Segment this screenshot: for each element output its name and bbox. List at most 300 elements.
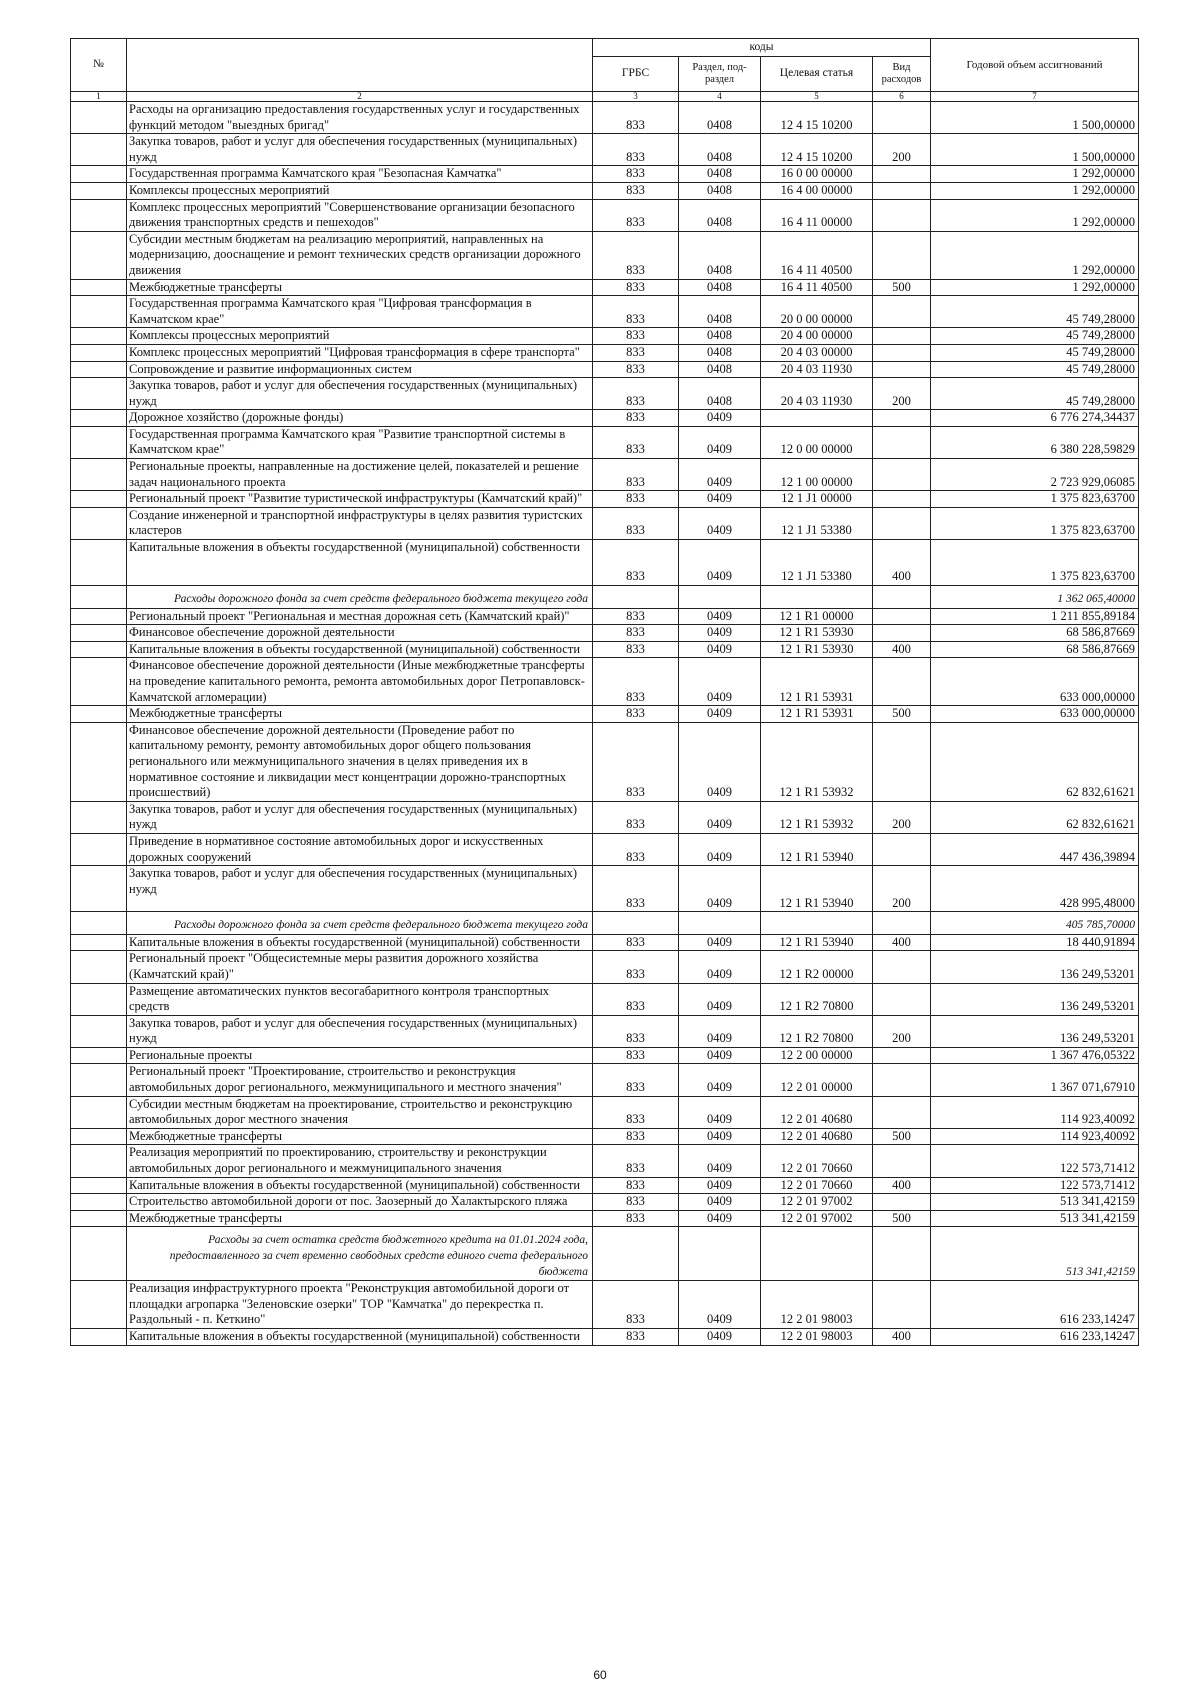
row-amount-cell: 45 749,28000: [931, 296, 1139, 328]
row-name-cell: Приведение в нормативное состояние автомобильных дорог и искусственных дорожных сооружений: [127, 833, 593, 865]
row-number-cell: [71, 1227, 127, 1281]
row-target-cell: 12 1 R1 53940: [761, 866, 873, 912]
row-amount-cell: 447 436,39894: [931, 833, 1139, 865]
row-vid-cell: 500: [873, 1128, 931, 1145]
row-number-cell: [71, 1015, 127, 1047]
row-number-cell: [71, 608, 127, 625]
row-amount-cell: 6 380 228,59829: [931, 426, 1139, 458]
table-row: [71, 102, 1139, 134]
row-amount-cell: 616 233,14247: [931, 1281, 1139, 1329]
table-row: [71, 1177, 1139, 1194]
row-grbs-cell: 833: [593, 134, 679, 166]
header-target: Целевая статья: [761, 57, 873, 92]
row-name-cell: Комплекс процессных мероприятий "Совершенствование организации безопасного движения транспортных средств и пешеходов": [127, 199, 593, 231]
table-row: [71, 934, 1139, 951]
row-vid-cell: [873, 1096, 931, 1128]
row-amount-cell: 1 500,00000: [931, 102, 1139, 134]
row-number-cell: [71, 459, 127, 491]
row-name-cell: Закупка товаров, работ и услуг для обеспечения государственных (муниципальных) нужд: [127, 801, 593, 833]
page-number: 60: [593, 1668, 607, 1682]
row-amount-cell: 513 341,42159: [931, 1227, 1139, 1281]
row-section-cell: 0409: [679, 658, 761, 706]
header-amount: Годовой объем ассигнований: [931, 39, 1139, 92]
row-grbs-cell: 833: [593, 540, 679, 586]
row-name-cell: Комплексы процессных мероприятий: [127, 328, 593, 345]
row-amount-cell: 1 375 823,63700: [931, 540, 1139, 586]
row-vid-cell: [873, 491, 931, 508]
table-row-note: [71, 586, 1139, 609]
row-grbs-cell: 833: [593, 641, 679, 658]
table-row: [71, 328, 1139, 345]
row-grbs-cell: 833: [593, 1096, 679, 1128]
table-row: [71, 378, 1139, 410]
row-vid-cell: [873, 344, 931, 361]
row-target-cell: 12 1 R1 53931: [761, 658, 873, 706]
row-number-cell: [71, 722, 127, 801]
row-vid-cell: [873, 459, 931, 491]
row-vid-cell: [873, 410, 931, 427]
row-grbs-cell: 833: [593, 410, 679, 427]
row-target-cell: 12 2 00 00000: [761, 1047, 873, 1064]
row-section-cell: 0409: [679, 866, 761, 912]
row-target-cell: 12 0 00 00000: [761, 426, 873, 458]
table-row: [71, 866, 1139, 912]
row-amount-cell: 68 586,87669: [931, 641, 1139, 658]
row-grbs-cell: [593, 912, 679, 935]
row-name-cell: Закупка товаров, работ и услуг для обеспечения государственных (муниципальных) нужд: [127, 134, 593, 166]
row-section-cell: 0409: [679, 1281, 761, 1329]
table-row: [71, 1128, 1139, 1145]
row-amount-cell: 114 923,40092: [931, 1128, 1139, 1145]
row-amount-cell: 68 586,87669: [931, 625, 1139, 642]
row-section-cell: 0409: [679, 1194, 761, 1211]
row-amount-cell: 2 723 929,06085: [931, 459, 1139, 491]
row-grbs-cell: 833: [593, 1047, 679, 1064]
row-section-cell: 0408: [679, 199, 761, 231]
row-name-cell: Расходы дорожного фонда за счет средств федерального бюджета текущего года: [127, 586, 593, 609]
table-row: [71, 833, 1139, 865]
row-section-cell: 0408: [679, 102, 761, 134]
table-row: [71, 182, 1139, 199]
table-row: [71, 507, 1139, 539]
row-target-cell: 12 1 R1 53940: [761, 833, 873, 865]
row-section-cell: 0408: [679, 344, 761, 361]
row-grbs-cell: 833: [593, 507, 679, 539]
row-target-cell: 20 4 00 00000: [761, 328, 873, 345]
row-amount-cell: 62 832,61621: [931, 722, 1139, 801]
table-row: [71, 426, 1139, 458]
row-name-cell: Реализация мероприятий по проектированию, строительству и реконструкции автомобильных дорог регионального и межмуниципального значения: [127, 1145, 593, 1177]
row-name-cell: Государственная программа Камчатского края "Развитие транспортной системы в Камчатском крае": [127, 426, 593, 458]
row-number-cell: [71, 1128, 127, 1145]
row-vid-cell: [873, 231, 931, 279]
row-number-cell: [71, 378, 127, 410]
row-grbs-cell: 833: [593, 279, 679, 296]
row-target-cell: 20 4 03 00000: [761, 344, 873, 361]
row-vid-cell: 200: [873, 866, 931, 912]
row-section-cell: 0408: [679, 296, 761, 328]
row-number-cell: [71, 586, 127, 609]
row-section-cell: 0409: [679, 641, 761, 658]
row-amount-cell: 114 923,40092: [931, 1096, 1139, 1128]
row-name-cell: Региональные проекты, направленные на достижение целей, показателей и решение задач национального проекта: [127, 459, 593, 491]
row-number-cell: [71, 833, 127, 865]
row-grbs-cell: 833: [593, 866, 679, 912]
row-target-cell: 16 4 11 00000: [761, 199, 873, 231]
row-vid-cell: [873, 426, 931, 458]
row-vid-cell: 200: [873, 801, 931, 833]
row-number-cell: [71, 1177, 127, 1194]
table-row: [71, 459, 1139, 491]
row-section-cell: 0409: [679, 1064, 761, 1096]
row-number-cell: [71, 426, 127, 458]
row-section-cell: 0409: [679, 1145, 761, 1177]
row-grbs-cell: 833: [593, 951, 679, 983]
row-name-cell: Капитальные вложения в объекты государственной (муниципальной) собственности: [127, 540, 593, 586]
table-row: [71, 296, 1139, 328]
table-row: [71, 166, 1139, 183]
row-target-cell: 12 4 15 10200: [761, 134, 873, 166]
row-target-cell: 16 4 11 40500: [761, 279, 873, 296]
table-row: [71, 706, 1139, 723]
row-section-cell: 0409: [679, 1015, 761, 1047]
col-number: 2: [127, 92, 593, 102]
row-name-cell: Межбюджетные трансферты: [127, 1210, 593, 1227]
row-number-cell: [71, 1210, 127, 1227]
row-name-cell: Финансовое обеспечение дорожной деятельности (Проведение работ по капитальному ремонту, ремонту автомобильных дорог общего пользования регионального или межмуниципального значения в целях приведения их в нормативное состояние и ликвидации мест концентрации дорожно-транспортных происшествий): [127, 722, 593, 801]
row-target-cell: 20 0 00 00000: [761, 296, 873, 328]
row-target-cell: 12 1 R1 53940: [761, 934, 873, 951]
col-number: 4: [679, 92, 761, 102]
row-grbs-cell: 833: [593, 182, 679, 199]
row-name-cell: Размещение автоматических пунктов весогабаритного контроля транспортных средств: [127, 983, 593, 1015]
row-section-cell: 0409: [679, 706, 761, 723]
row-number-cell: [71, 540, 127, 586]
row-number-cell: [71, 1328, 127, 1345]
row-amount-cell: 45 749,28000: [931, 378, 1139, 410]
table-row: [71, 540, 1139, 586]
row-vid-cell: [873, 1064, 931, 1096]
row-section-cell: 0409: [679, 1128, 761, 1145]
col-number: 5: [761, 92, 873, 102]
row-name-cell: Региональный проект "Региональная и местная дорожная сеть (Камчатский край)": [127, 608, 593, 625]
row-vid-cell: [873, 199, 931, 231]
row-section-cell: 0409: [679, 1328, 761, 1345]
row-grbs-cell: 833: [593, 658, 679, 706]
row-amount-cell: 45 749,28000: [931, 361, 1139, 378]
row-amount-cell: 616 233,14247: [931, 1328, 1139, 1345]
table-row: [71, 1047, 1139, 1064]
row-grbs-cell: 833: [593, 801, 679, 833]
row-amount-cell: 1 375 823,63700: [931, 507, 1139, 539]
row-amount-cell: 45 749,28000: [931, 328, 1139, 345]
table-row: [71, 658, 1139, 706]
row-target-cell: 12 1 R1 53931: [761, 706, 873, 723]
row-target-cell: 12 1 00 00000: [761, 459, 873, 491]
row-grbs-cell: 833: [593, 722, 679, 801]
row-name-cell: Создание инженерной и транспортной инфраструктуры в целях развития туристских кластеров: [127, 507, 593, 539]
row-name-cell: Государственная программа Камчатского края "Цифровая трансформация в Камчатском крае": [127, 296, 593, 328]
row-target-cell: 12 1 J1 53380: [761, 507, 873, 539]
table-row: [71, 1281, 1139, 1329]
row-vid-cell: [873, 507, 931, 539]
row-target-cell: 12 1 R2 70800: [761, 1015, 873, 1047]
row-name-cell: Субсидии местным бюджетам на реализацию мероприятий, направленных на модернизацию, дооснащение и ремонт технических средств организации дорожного движения: [127, 231, 593, 279]
row-target-cell: 12 1 R1 53930: [761, 641, 873, 658]
table-row: [71, 491, 1139, 508]
table-row: [71, 1145, 1139, 1177]
row-section-cell: 0409: [679, 833, 761, 865]
row-section-cell: 0408: [679, 361, 761, 378]
row-grbs-cell: 833: [593, 608, 679, 625]
table-row: [71, 199, 1139, 231]
row-grbs-cell: 833: [593, 1128, 679, 1145]
row-vid-cell: [873, 722, 931, 801]
row-amount-cell: 513 341,42159: [931, 1194, 1139, 1211]
row-grbs-cell: 833: [593, 1015, 679, 1047]
row-section-cell: 0408: [679, 279, 761, 296]
row-name-cell: Межбюджетные трансферты: [127, 706, 593, 723]
row-name-cell: Дорожное хозяйство (дорожные фонды): [127, 410, 593, 427]
row-amount-cell: 1 292,00000: [931, 199, 1139, 231]
row-amount-cell: 122 573,71412: [931, 1145, 1139, 1177]
row-section-cell: 0408: [679, 134, 761, 166]
row-target-cell: 12 2 01 00000: [761, 1064, 873, 1096]
row-number-cell: [71, 231, 127, 279]
row-grbs-cell: 833: [593, 296, 679, 328]
row-target-cell: 12 1 R2 00000: [761, 951, 873, 983]
row-target-cell: [761, 586, 873, 609]
row-amount-cell: 1 292,00000: [931, 231, 1139, 279]
table-row: [71, 344, 1139, 361]
row-vid-cell: [873, 1227, 931, 1281]
row-vid-cell: [873, 296, 931, 328]
row-number-cell: [71, 912, 127, 935]
table-row: [71, 361, 1139, 378]
row-grbs-cell: 833: [593, 344, 679, 361]
row-number-cell: [71, 102, 127, 134]
row-section-cell: 0409: [679, 625, 761, 642]
row-section-cell: 0409: [679, 540, 761, 586]
row-number-cell: [71, 507, 127, 539]
table-row: [71, 641, 1139, 658]
row-grbs-cell: 833: [593, 166, 679, 183]
row-vid-cell: [873, 983, 931, 1015]
row-section-cell: [679, 1227, 761, 1281]
row-target-cell: 12 1 J1 53380: [761, 540, 873, 586]
row-amount-cell: 62 832,61621: [931, 801, 1139, 833]
row-number-cell: [71, 344, 127, 361]
row-target-cell: 12 2 01 97002: [761, 1210, 873, 1227]
table-row-note: [71, 912, 1139, 935]
row-target-cell: 12 1 J1 00000: [761, 491, 873, 508]
row-grbs-cell: 833: [593, 328, 679, 345]
row-section-cell: 0409: [679, 491, 761, 508]
row-target-cell: 12 2 01 70660: [761, 1177, 873, 1194]
row-target-cell: 12 2 01 98003: [761, 1281, 873, 1329]
row-amount-cell: 1 292,00000: [931, 182, 1139, 199]
row-name-cell: Капитальные вложения в объекты государственной (муниципальной) собственности: [127, 1328, 593, 1345]
row-number-cell: [71, 641, 127, 658]
row-vid-cell: [873, 361, 931, 378]
row-vid-cell: [873, 328, 931, 345]
header-section: Раздел, под-раздел: [679, 57, 761, 92]
budget-table: [70, 38, 1139, 1346]
row-amount-cell: 18 440,91894: [931, 934, 1139, 951]
row-number-cell: [71, 951, 127, 983]
row-number-cell: [71, 491, 127, 508]
row-number-cell: [71, 801, 127, 833]
row-name-cell: Региональный проект "Общесистемные меры развития дорожного хозяйства (Камчатский край)": [127, 951, 593, 983]
table-body: [71, 102, 1139, 1346]
table-row: [71, 608, 1139, 625]
row-vid-cell: [873, 102, 931, 134]
row-target-cell: 12 1 R1 53932: [761, 722, 873, 801]
row-vid-cell: 500: [873, 279, 931, 296]
row-section-cell: 0409: [679, 410, 761, 427]
row-number-cell: [71, 625, 127, 642]
row-target-cell: 12 2 01 40680: [761, 1096, 873, 1128]
row-grbs-cell: 833: [593, 426, 679, 458]
row-number-cell: [71, 182, 127, 199]
row-vid-cell: [873, 1145, 931, 1177]
row-grbs-cell: 833: [593, 934, 679, 951]
row-name-cell: Реализация инфраструктурного проекта "Реконструкция автомобильной дороги от площадки агропарка "Зеленовские озерки" ТОР "Камчатка" до перекрестка п. Раздольный - п. Кеткино": [127, 1281, 593, 1329]
row-amount-cell: 1 375 823,63700: [931, 491, 1139, 508]
row-section-cell: 0409: [679, 801, 761, 833]
row-amount-cell: 405 785,70000: [931, 912, 1139, 935]
row-vid-cell: 200: [873, 378, 931, 410]
table-row-note: [71, 1227, 1139, 1281]
row-grbs-cell: 833: [593, 361, 679, 378]
row-name-cell: Расходы за счет остатка средств бюджетного кредита на 01.01.2024 года, предоставленного за счет временно свободных средств единого счета федерального бюджета: [127, 1227, 593, 1281]
row-name-cell: Региональный проект "Развитие туристической инфраструктуры (Камчатский край)": [127, 491, 593, 508]
header-codes: коды: [593, 39, 931, 57]
row-target-cell: 12 2 01 98003: [761, 1328, 873, 1345]
row-vid-cell: 500: [873, 1210, 931, 1227]
row-number-cell: [71, 328, 127, 345]
row-vid-cell: [873, 1281, 931, 1329]
row-amount-cell: 513 341,42159: [931, 1210, 1139, 1227]
row-grbs-cell: 833: [593, 231, 679, 279]
table-row: [71, 1210, 1139, 1227]
row-vid-cell: 500: [873, 706, 931, 723]
row-target-cell: 16 4 11 40500: [761, 231, 873, 279]
row-section-cell: 0409: [679, 1047, 761, 1064]
row-number-cell: [71, 199, 127, 231]
row-name-cell: Закупка товаров, работ и услуг для обеспечения государственных (муниципальных) нужд: [127, 866, 593, 912]
row-vid-cell: [873, 1047, 931, 1064]
row-grbs-cell: 833: [593, 491, 679, 508]
row-number-cell: [71, 1194, 127, 1211]
row-vid-cell: 400: [873, 1177, 931, 1194]
row-amount-cell: 136 249,53201: [931, 1015, 1139, 1047]
row-amount-cell: 136 249,53201: [931, 983, 1139, 1015]
row-name-cell: Комплексы процессных мероприятий: [127, 182, 593, 199]
row-amount-cell: 428 995,48000: [931, 866, 1139, 912]
row-grbs-cell: 833: [593, 983, 679, 1015]
row-grbs-cell: 833: [593, 1177, 679, 1194]
row-section-cell: 0409: [679, 459, 761, 491]
row-section-cell: [679, 586, 761, 609]
row-amount-cell: 1 292,00000: [931, 279, 1139, 296]
row-vid-cell: 400: [873, 1328, 931, 1345]
row-amount-cell: 1 211 855,89184: [931, 608, 1139, 625]
row-amount-cell: 1 367 476,05322: [931, 1047, 1139, 1064]
col-number: 7: [931, 92, 1139, 102]
row-vid-cell: 400: [873, 641, 931, 658]
row-target-cell: 20 4 03 11930: [761, 361, 873, 378]
row-number-cell: [71, 1096, 127, 1128]
row-name-cell: Капитальные вложения в объекты государственной (муниципальной) собственности: [127, 934, 593, 951]
row-vid-cell: 400: [873, 540, 931, 586]
row-vid-cell: [873, 586, 931, 609]
row-number-cell: [71, 410, 127, 427]
row-name-cell: Государственная программа Камчатского края "Безопасная Камчатка": [127, 166, 593, 183]
col-number: 6: [873, 92, 931, 102]
row-number-cell: [71, 1047, 127, 1064]
row-target-cell: 12 1 R1 00000: [761, 608, 873, 625]
row-number-cell: [71, 983, 127, 1015]
row-target-cell: 12 1 R1 53930: [761, 625, 873, 642]
row-grbs-cell: 833: [593, 378, 679, 410]
row-section-cell: [679, 912, 761, 935]
table-row: [71, 279, 1139, 296]
row-name-cell: Межбюджетные трансферты: [127, 279, 593, 296]
row-grbs-cell: 833: [593, 1145, 679, 1177]
row-number-cell: [71, 706, 127, 723]
col-number: 3: [593, 92, 679, 102]
row-amount-cell: 6 776 274,34437: [931, 410, 1139, 427]
row-name-cell: Финансовое обеспечение дорожной деятельности: [127, 625, 593, 642]
row-vid-cell: [873, 166, 931, 183]
row-number-cell: [71, 134, 127, 166]
row-target-cell: 16 4 00 00000: [761, 182, 873, 199]
row-amount-cell: 633 000,00000: [931, 706, 1139, 723]
row-number-cell: [71, 1281, 127, 1329]
row-name-cell: Сопровождение и развитие информационных систем: [127, 361, 593, 378]
row-number-cell: [71, 1145, 127, 1177]
row-name-cell: Расходы дорожного фонда за счет средств федерального бюджета текущего года: [127, 912, 593, 935]
row-number-cell: [71, 1064, 127, 1096]
row-amount-cell: 1 500,00000: [931, 134, 1139, 166]
row-grbs-cell: 833: [593, 1281, 679, 1329]
row-vid-cell: 400: [873, 934, 931, 951]
row-amount-cell: 136 249,53201: [931, 951, 1139, 983]
row-name-cell: Закупка товаров, работ и услуг для обеспечения государственных (муниципальных) нужд: [127, 1015, 593, 1047]
row-grbs-cell: 833: [593, 459, 679, 491]
row-vid-cell: 200: [873, 1015, 931, 1047]
row-name-cell: Субсидии местным бюджетам на проектирование, строительство и реконструкцию автомобильных дорог местного значения: [127, 1096, 593, 1128]
table-row: [71, 1328, 1139, 1345]
row-section-cell: 0409: [679, 934, 761, 951]
row-target-cell: 12 4 15 10200: [761, 102, 873, 134]
table-row: [71, 625, 1139, 642]
row-amount-cell: 45 749,28000: [931, 344, 1139, 361]
row-vid-cell: 200: [873, 134, 931, 166]
row-name-cell: Комплекс процессных мероприятий "Цифровая трансформация в сфере транспорта": [127, 344, 593, 361]
row-number-cell: [71, 866, 127, 912]
row-section-cell: 0409: [679, 1177, 761, 1194]
row-grbs-cell: 833: [593, 1064, 679, 1096]
table-row: [71, 951, 1139, 983]
row-amount-cell: 1 367 071,67910: [931, 1064, 1139, 1096]
row-vid-cell: [873, 1194, 931, 1211]
row-target-cell: 12 1 R2 70800: [761, 983, 873, 1015]
row-section-cell: 0409: [679, 507, 761, 539]
row-name-cell: Расходы на организацию предоставления государственных услуг и государственных функций методом "выездных бригад": [127, 102, 593, 134]
table-row: [71, 983, 1139, 1015]
